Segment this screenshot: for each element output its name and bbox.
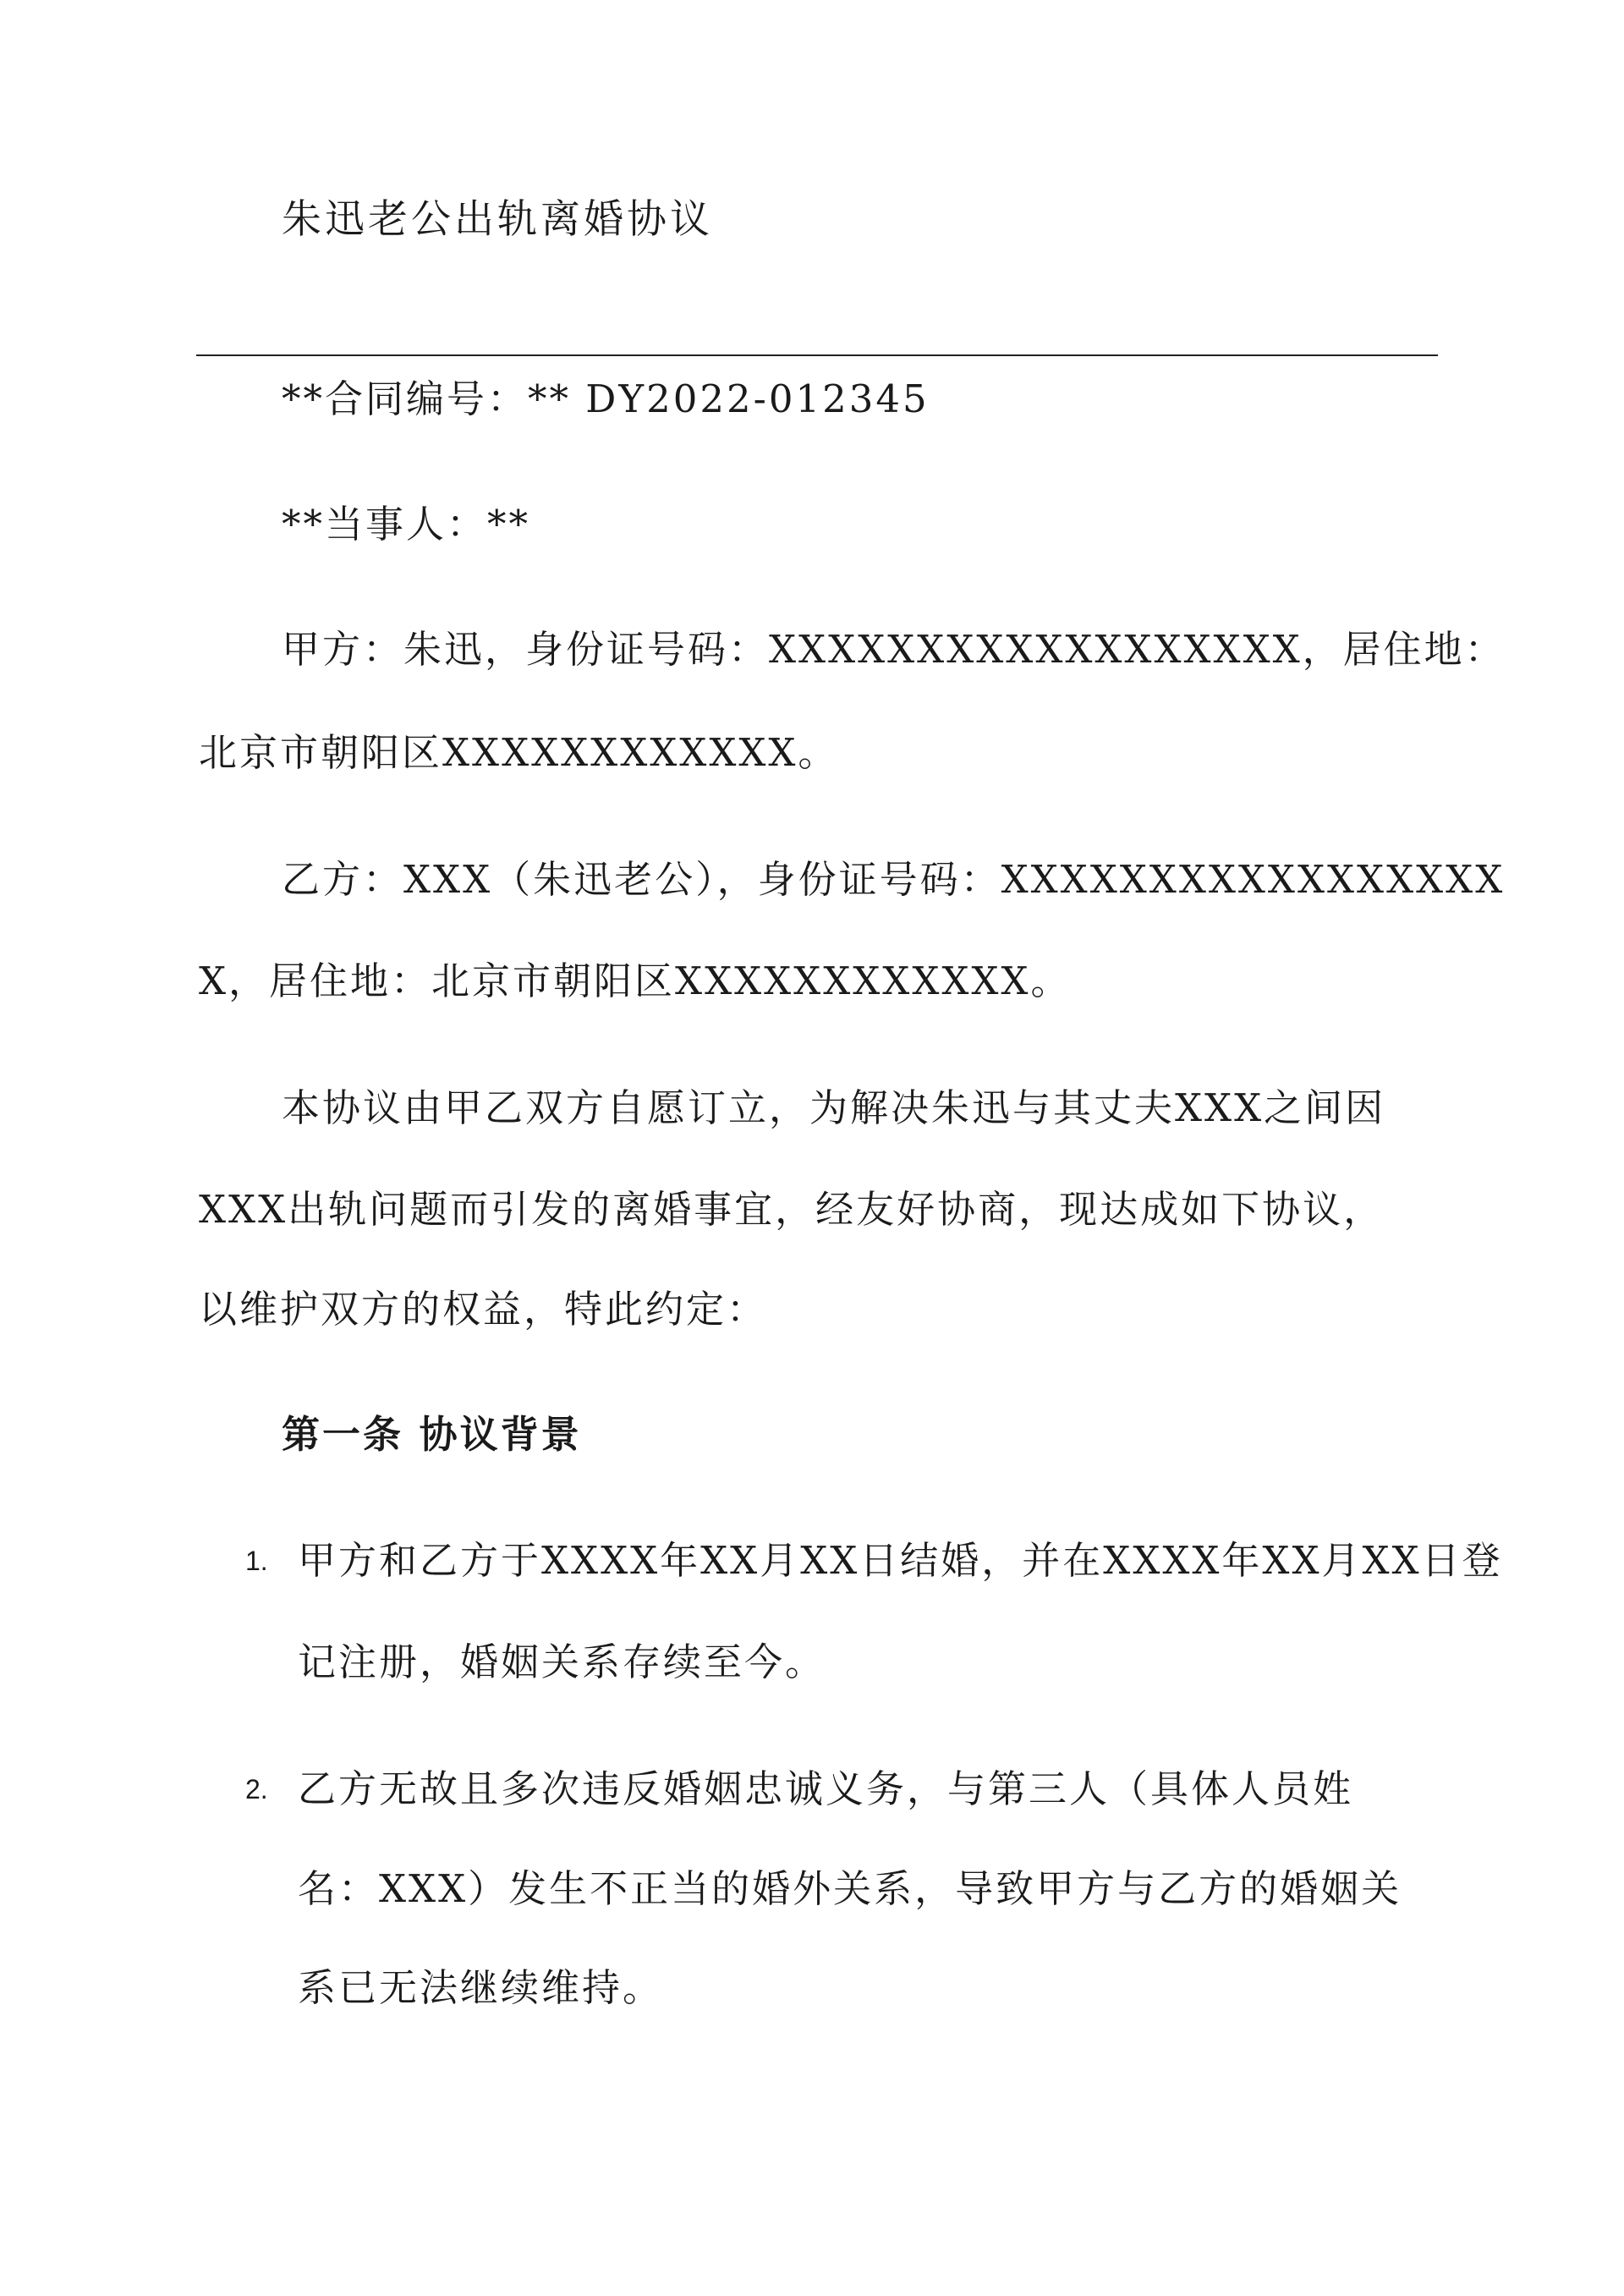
list-item-number: 1. — [245, 1546, 268, 1576]
list-item-2-line-3: 系已无法继续维持。 — [298, 1965, 664, 2010]
party-a-line-1: 甲方：朱迅，身份证号码：XXXXXXXXXXXXXXXXXX，居住地： — [282, 627, 1506, 672]
list-item-1-line-1: 甲方和乙方于XXXX年XX月XX日结婚，并在XXXX年XX月XX日登 — [298, 1538, 1503, 1583]
document-title: 朱迅老公出轨离婚协议 — [282, 196, 713, 243]
party-a-line-2: 北京市朝阳区XXXXXXXXXXXX。 — [199, 730, 839, 775]
parties-label: **当事人：** — [282, 502, 531, 547]
contract-number: **合同编号：** DY2022-012345 — [282, 376, 930, 421]
list-item-number: 2. — [245, 1774, 268, 1804]
list-item-1-line-2: 记注册，婚姻关系存续至今。 — [298, 1640, 826, 1684]
header-divider — [196, 354, 1438, 356]
party-b-line-1: 乙方：XXX（朱迅老公），身份证号码：XXXXXXXXXXXXXXXXX — [282, 857, 1506, 902]
article-1-heading: 第一条 协议背景 — [282, 1412, 582, 1457]
list-item-2-line-1: 乙方无故且多次违反婚姻忠诚义务，与第三人（具体人员姓 — [298, 1766, 1354, 1811]
preamble-line-2: XXX出轨问题而引发的离婚事宜，经友好协商，现达成如下协议， — [199, 1187, 1385, 1232]
preamble-line-1: 本协议由甲乙双方自愿订立，为解决朱迅与其丈夫XXX之间因 — [282, 1085, 1386, 1130]
party-b-line-2: X，居住地：北京市朝阳区XXXXXXXXXXXX。 — [199, 958, 1072, 1003]
list-item-2-line-2: 名：XXX）发生不正当的婚外关系，导致甲方与乙方的婚姻关 — [298, 1866, 1402, 1911]
preamble-line-3: 以维护双方的权益，特此约定： — [199, 1287, 768, 1332]
